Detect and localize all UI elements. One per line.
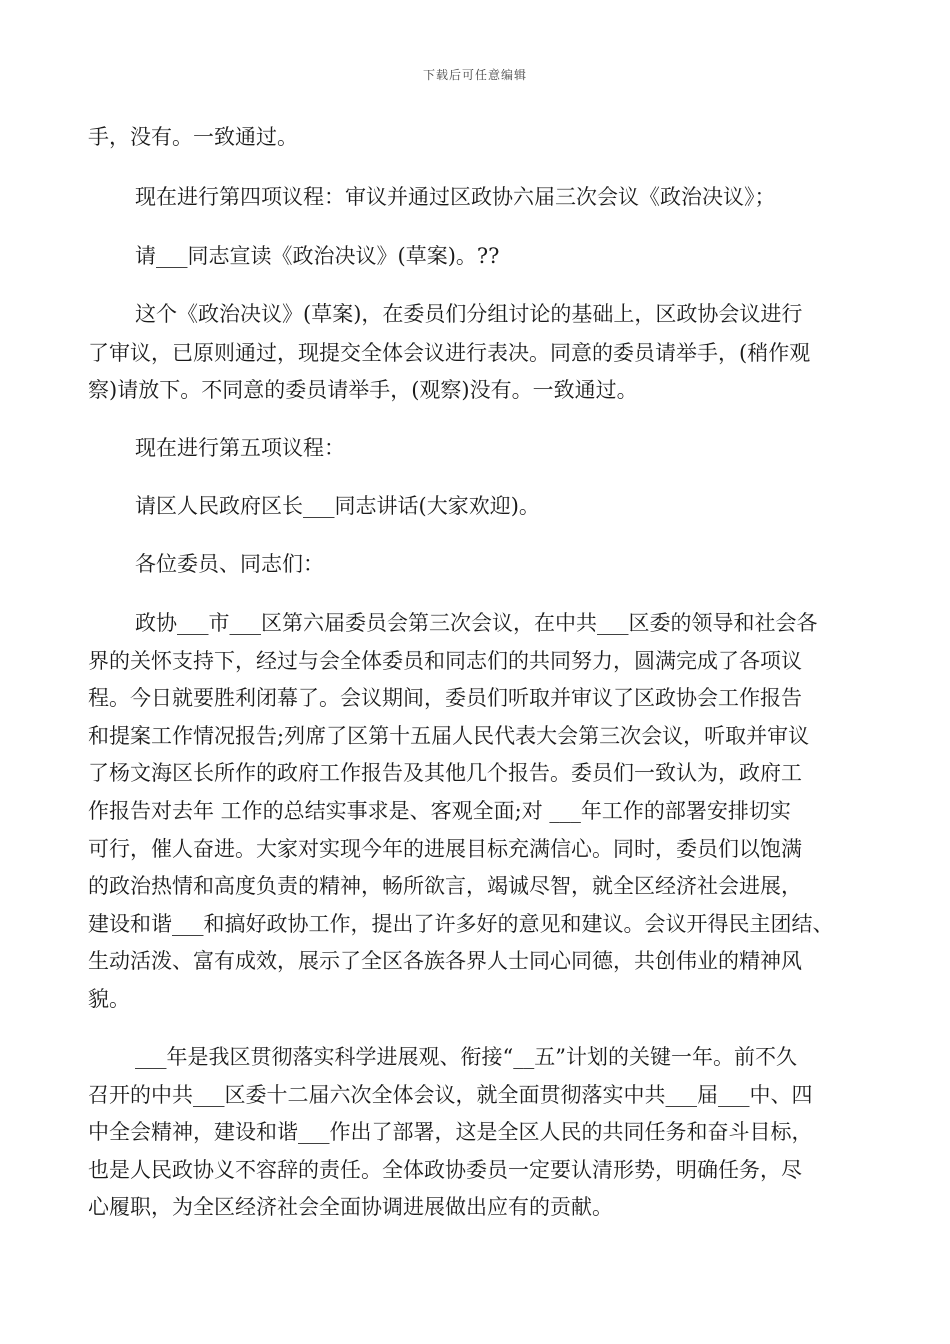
text-line: 程。今日就要胜利闭幕了。会议期间，委员们听取并审议了区政协会工作报告 (88, 686, 802, 710)
text-line: 了审议，已原则通过，现提交全体会议进行表决。同意的委员请举手，(稍作观 (88, 341, 811, 365)
text-line: 可行，催人奋进。大家对实现今年的进展目标充满信心。同时，委员们以饱满 (88, 837, 802, 861)
text-line: 现在进行第四项议程：审议并通过区政协六届三次会议《政治决议》； (135, 185, 776, 209)
text-line: 生动活泼、富有成效，展示了全区各族各界人士同心同德，共创伟业的精神风 (88, 949, 802, 973)
page-header: 下载后可任意编辑 (422, 68, 527, 82)
text-line: 貌。 (88, 987, 130, 1011)
text-line: 手，没有。一致通过。 (88, 125, 298, 149)
text-line: 心履职，为全区经济社会全面协调进展做出应有的贡献。 (88, 1195, 613, 1219)
text-line: 召开的中共___区委十二届六次全体会议，就全面贯彻落实中共___届___中、四 (88, 1083, 813, 1107)
text-line: 的政治热情和高度负责的精神，畅所欲言，竭诚尽智，就全区经济社会进展， (88, 874, 802, 898)
text-line: 作报告对去年 工作的总结实事求是、客观全面;对 ___年工作的部署安排切实 (88, 799, 791, 823)
text-line: 这个《政治决议》(草案)，在委员们分组讨论的基础上，区政协会议进行 (135, 302, 803, 326)
text-line: 察)请放下。不同意的委员请举手，(观察)没有。一致通过。 (88, 378, 638, 402)
text-line: 和提案工作情况报告;列席了区第十五届人民代表大会第三次会议，听取并审议 (88, 724, 810, 748)
text-line: 请___同志宣读《政治决议》(草案)。?? (135, 244, 500, 268)
text-line: 现在进行第五项议程： (135, 436, 345, 460)
text-line: 中全会精神，建设和谐___作出了部署，这是全区人民的共同任务和奋斗目标， (88, 1120, 813, 1144)
text-line: 政协___市___区第六届委员会第三次会议，在中共___区委的领导和社会各 (135, 611, 818, 635)
text-line: 请区人民政府区长___同志讲话(大家欢迎)。 (135, 494, 540, 518)
text-line: ___年是我区贯彻落实科学进展观、衔接“__五”计划的关键一年。前不久 (135, 1045, 797, 1069)
text-line: 也是人民政协义不容辞的责任。全体政协委员一定要认清形势，明确任务，尽 (88, 1158, 802, 1182)
text-line: 建设和谐___和搞好政协工作，提出了许多好的意见和建议。会议开得民主团结、 (88, 912, 834, 936)
text-line: 了杨文海区长所作的政府工作报告及其他几个报告。委员们一致认为，政府工 (88, 761, 802, 785)
text-line: 各位委员、同志们： (135, 552, 324, 576)
text-line: 界的关怀支持下，经过与会全体委员和同志们的共同努力，圆满完成了各项议 (88, 649, 802, 673)
